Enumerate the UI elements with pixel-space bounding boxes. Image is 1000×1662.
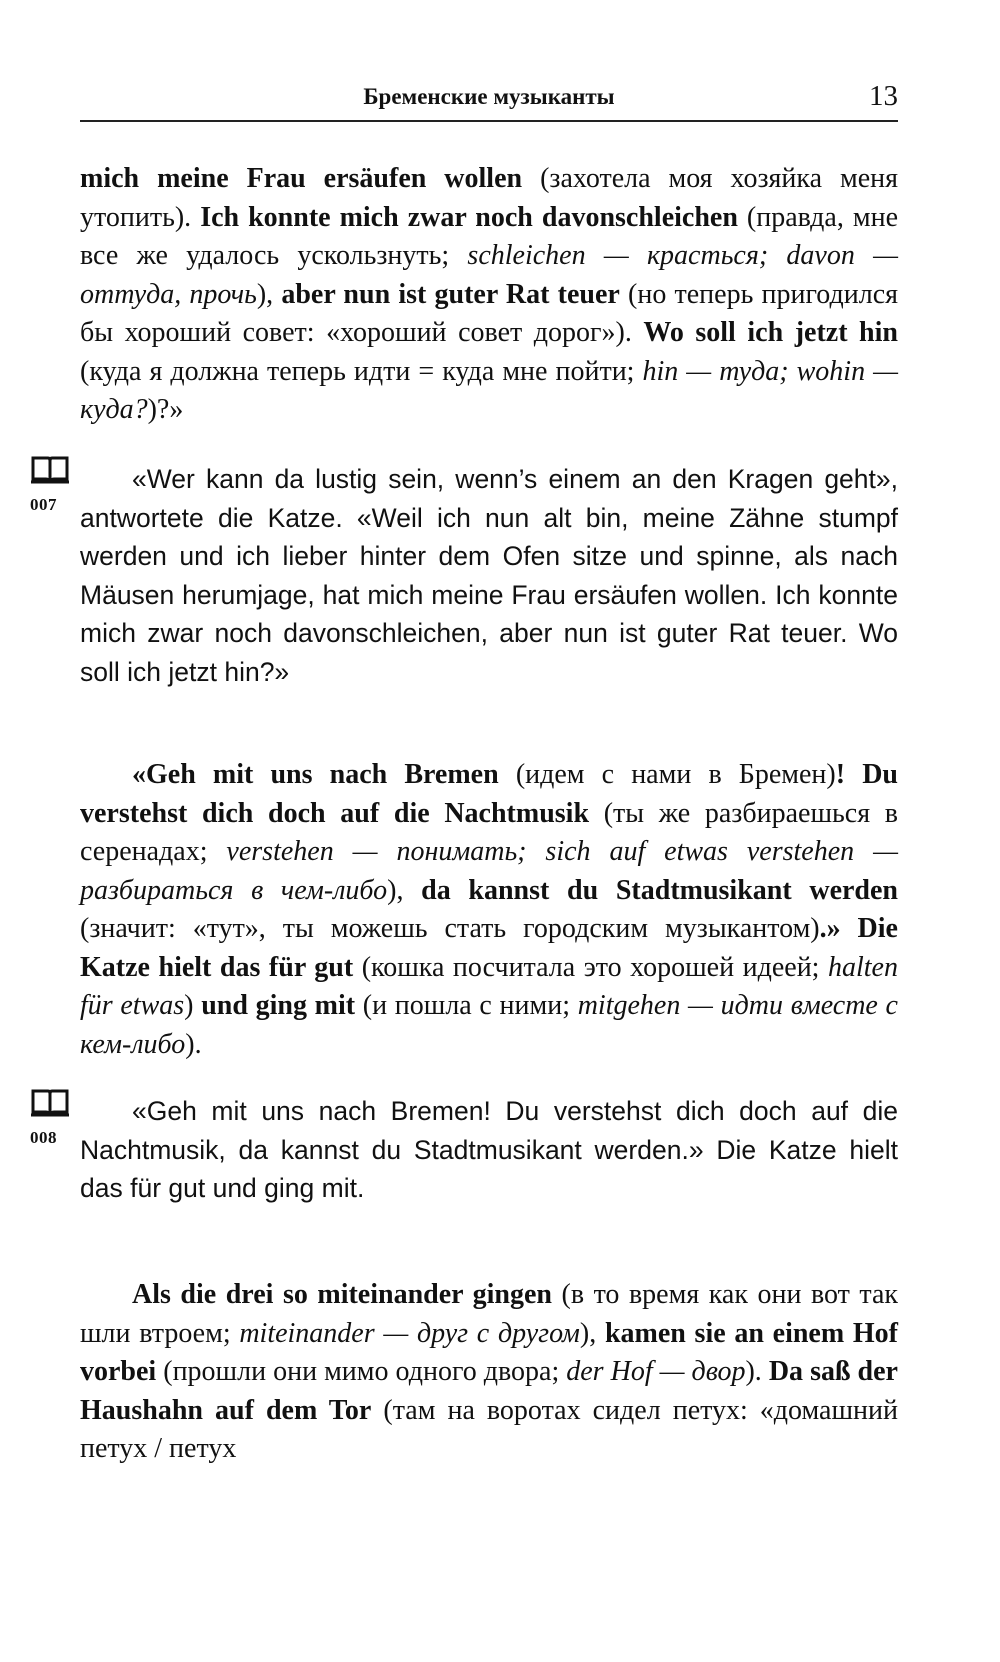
running-header xyxy=(80,76,898,122)
audio-marker-007[interactable] xyxy=(30,455,80,515)
translation-text: (и пошла с ними; xyxy=(355,990,578,1021)
translation-text: ), xyxy=(579,1317,605,1349)
german-phrase: Wo soll ich jetzt hin xyxy=(643,317,898,348)
german-phrase: .» Die Katze hielt das für gut xyxy=(80,913,898,983)
audio-marker-008[interactable] xyxy=(30,1088,80,1148)
page-number: 13 xyxy=(869,80,898,112)
translation-text: ) xyxy=(184,990,202,1021)
german-phrase: Als die drei so miteinander gingen xyxy=(132,1279,552,1310)
translation-text: (в то время как они вот так шли втроем; xyxy=(80,1279,899,1349)
track-number: 008 xyxy=(30,1128,57,1147)
translation-text: ), xyxy=(256,278,282,310)
book-icon xyxy=(30,1088,70,1118)
german-phrase: und ging mit xyxy=(201,990,356,1021)
translation-text: (куда я должна теперь идти = куда мне пойти; xyxy=(80,355,643,387)
german-text-1: «Wer kann da lustig sein, wenn’s einem an den Kragen geht», antwortete die Katze. «Weil ich nun alt bin, meine Zähne stumpf werden und ich lieber hinter dem Ofen sitze und spinne, als nach Mäusen herumjage, hat mich meine Frau ersäufen wollen. Ich konnte mich zwar noch davonschleichen, aber nun ist guter Rat teuer. Wo soll ich jetzt hin?» xyxy=(80,464,898,687)
translation-text: (захотела моя хозяйка меня утопить). xyxy=(80,163,898,233)
vocab-note: mitgehen — идти вместе с кем-либо xyxy=(80,990,898,1060)
german-phrase: aber nun ist guter Rat teuer xyxy=(281,278,620,310)
translation-text: ), xyxy=(387,874,422,906)
translation-text: (ты же разбираешься в серенадах; xyxy=(80,797,898,867)
translation-text: ). xyxy=(745,1356,769,1387)
book-icon xyxy=(30,455,70,485)
vocab-note: halten für etwas xyxy=(80,951,898,1021)
vocab-note: miteinander — друг с другом xyxy=(239,1317,580,1349)
translation-text: (кошка посчитала это хорошей идеей; xyxy=(353,951,828,983)
translation-text: (там на воротах сидел петух: «домашний петух / петух xyxy=(80,1394,898,1464)
track-number: 007 xyxy=(30,495,57,514)
vocab-note: der Hof — двор xyxy=(566,1356,746,1387)
translation-text: (прошли они мимо одного двора; xyxy=(156,1356,567,1387)
gloss-paragraph-1 xyxy=(80,160,898,430)
gloss-paragraph-2 xyxy=(80,756,898,1064)
book-title: Бременские музыканты xyxy=(363,84,615,109)
german-text-2: «Geh mit uns nach Bremen! Du verstehst dich doch auf die Nachtmusik, da kannst du Stadtmusikant werden.» Die Katze hielt das für gut und ging mit. xyxy=(80,1096,898,1203)
german-phrase: «Geh mit uns nach Bremen xyxy=(132,759,499,790)
translation-text: (но теперь пригодился бы хороший совет: «хороший совет дорог»). xyxy=(80,278,898,348)
vocab-note: schleichen — красться; davon — оттуда, прочь xyxy=(80,240,898,310)
german-phrase: Ich konnte mich zwar noch davonschleichen xyxy=(200,201,738,233)
translation-text: (правда, мне все же удалось ускользнуть; xyxy=(80,201,898,271)
translation-text: ). xyxy=(185,1028,202,1060)
translation-text: (идем с нами в Бремен) xyxy=(498,759,836,790)
vocab-note: verstehen — понимать; sich auf etwas verstehen — разбираться в чем-либо xyxy=(80,836,898,906)
translation-text: )?» xyxy=(147,394,184,425)
vocab-note: hin — туда; wohin — куда? xyxy=(80,355,899,425)
german-phrase: da kannst du Stadtmusikant werden xyxy=(421,874,899,906)
gloss-paragraph-3 xyxy=(80,1276,898,1469)
german-phrase: ! Du verstehst dich doch auf die Nachtmusik xyxy=(80,759,898,829)
german-phrase: Da saß der Haushahn auf dem Tor xyxy=(80,1356,898,1426)
german-phrase: mich meine Frau ersäufen wollen xyxy=(80,163,523,194)
translation-text: (значит: «тут», ты можешь стать городским музыкантом) xyxy=(80,913,820,944)
german-phrase: kamen sie an einem Hof vorbei xyxy=(80,1317,898,1387)
